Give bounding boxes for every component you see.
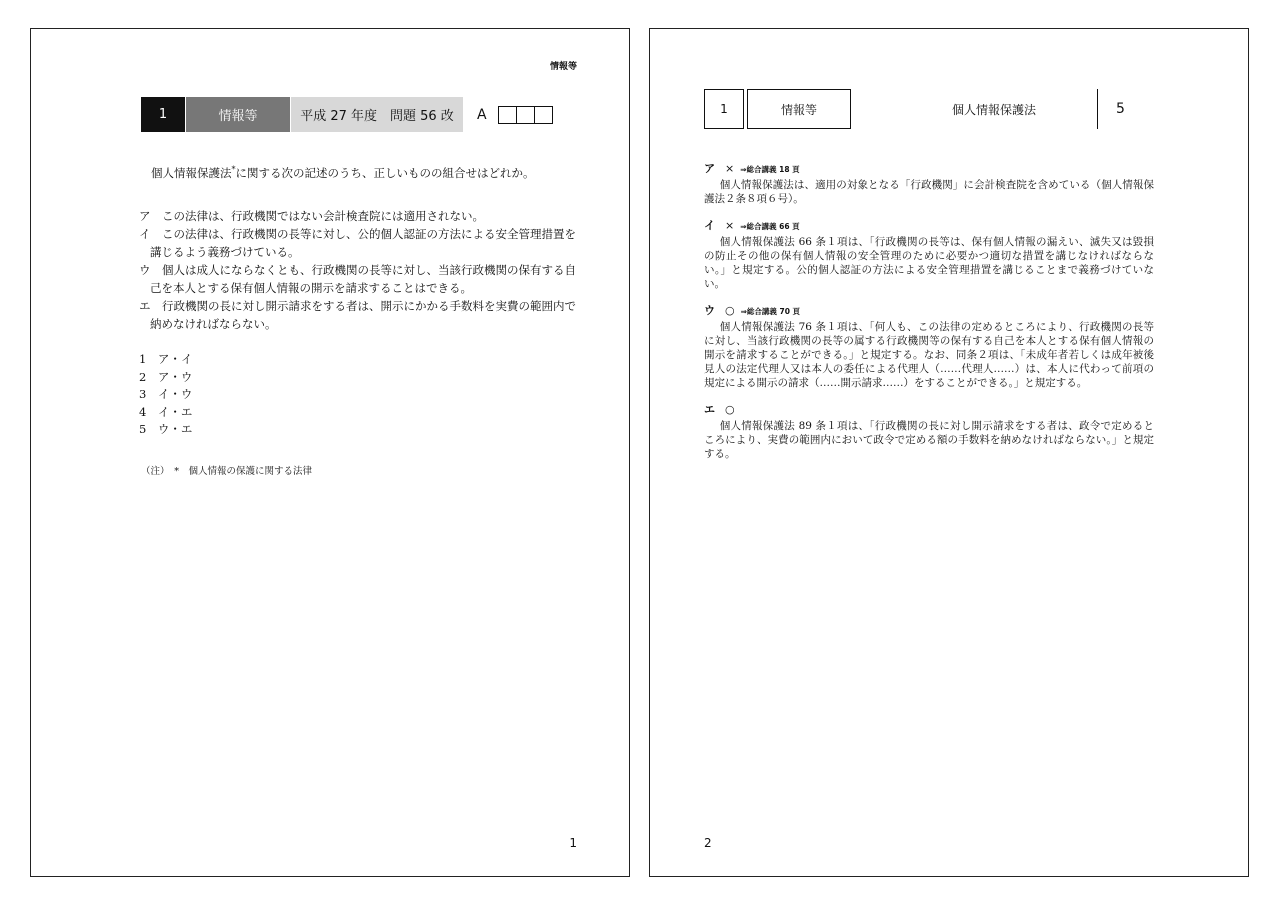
choice-2: 2 ア・ウ (139, 369, 193, 384)
statement-u: ウ 個人は成人にならなくとも、行政機関の長等に対し、当該行政機関の保有する自己を本人とする保有個人情報の開示を請求することはできる。 (139, 263, 576, 295)
answer-header (704, 89, 1152, 129)
answer-topic: 個人情報保護法 (951, 102, 1036, 117)
answer-category: 情報等 (747, 89, 851, 129)
difficulty-rank: A (477, 106, 487, 123)
footnote-asterisk: * (231, 165, 236, 175)
question-text-after: に関する次の記述のうち、正しいものの組合せはどれか。 (235, 166, 535, 180)
choice-5: 5 ウ・エ (139, 422, 193, 436)
page-number: 2 (704, 836, 712, 850)
question-number: 1 (141, 97, 185, 132)
answer-choices (139, 351, 192, 439)
question-header-bar (141, 97, 553, 132)
header-divider (1097, 89, 1098, 129)
explanation-i (704, 218, 1154, 291)
answer-question-number: 1 (704, 89, 744, 129)
answer-page (649, 28, 1249, 877)
question-source: 平成 27 年度 問題 56 改 (291, 97, 463, 132)
explanation-a (704, 161, 1154, 206)
explanation-body: 個人情報保護法 89 条１項は、「行政機関の長に対し開示請求をする者は、政令で定めるところにより、実費の範囲内において政令で定める額の手数料を納めなければならない。」と規定する。 (704, 420, 1154, 460)
explanation-label: ウ (704, 304, 715, 317)
statement-a: ア この法律は、行政機関ではない会計検査院には適用されない。 (139, 209, 484, 223)
explanation-e (704, 402, 1154, 461)
page-number: 1 (569, 836, 577, 850)
running-head: 情報等 (549, 62, 577, 72)
explanation-u (704, 303, 1154, 390)
choice-4: 4 イ・エ (139, 404, 193, 419)
explanation-heading (704, 161, 1154, 178)
choice-1: 1 ア・イ (139, 352, 193, 366)
explanation-heading (704, 218, 1154, 235)
choice-3: 3 イ・ウ (139, 387, 193, 401)
explanation-body: 個人情報保護法 66 条１項は、「行政機関の長等は、保有個人情報の漏えい、滅失又は毀損の防止その他の保有個人情報の安全管理のために必要かつ適切な措置を講じなければならない。」と規定する。公的個人認証の方法による安全管理措置を講じることまで義務づけていない。 (704, 236, 1154, 290)
explanation-heading (704, 402, 1154, 419)
statement-e: エ 行政機関の長に対し開示請求をする者は、開示にかかる手数料を実費の範囲内で納めなければならない。 (139, 299, 576, 331)
cross-mark: × (725, 162, 735, 175)
circle-mark: ○ (725, 304, 735, 317)
footnote: （注） * 個人情報の保護に関する法律 (141, 466, 313, 477)
explanation-label: エ (704, 403, 715, 416)
question-text-before: 個人情報保護法 (151, 166, 232, 180)
check-boxes (499, 97, 553, 132)
statement-list (139, 207, 583, 333)
explanation-body: 個人情報保護法 76 条１項は、「何人も、この法律の定めるところにより、行政機関の長等に対し、当該行政機関の長等の属する行政機関等の保有する自己を本人とする保有個人情報の開示を請求することができる。」と規定する。なお、同条２項は、「未成年者若しくは成年被後見人の法定代理人又は本人の委任による代理人（……代理人……）は、本人に代わって前項の規定による開示の請求（……開示請求……）をすることができる。」と規定する。 (704, 321, 1154, 389)
check-box[interactable] (534, 106, 553, 124)
cross-mark: × (725, 219, 735, 232)
question-text (151, 165, 535, 181)
circle-mark: ○ (725, 403, 735, 416)
check-box[interactable] (516, 106, 535, 124)
explanation-list (704, 161, 1154, 473)
correct-answer: 5 (1116, 101, 1125, 117)
explanation-label: イ (704, 219, 715, 232)
statement-i: イ この法律は、行政機関の長等に対し、公的個人認証の方法による安全管理措置を講じるよう義務づけている。 (139, 227, 576, 259)
reference-link: ⇒総合講義 70 頁 (740, 307, 801, 316)
explanation-label: ア (704, 162, 715, 175)
reference-link: ⇒総合講義 66 頁 (740, 222, 800, 231)
question-category: 情報等 (186, 97, 290, 132)
explanation-heading (704, 303, 1154, 320)
explanation-body: 個人情報保護法は、適用の対象となる「行政機関」に会計検査院を含めている（個人情報保護法２条８項６号）。 (704, 179, 1154, 205)
check-box[interactable] (498, 106, 517, 124)
question-page (30, 28, 630, 877)
reference-link: ⇒総合講義 18 頁 (740, 165, 800, 174)
